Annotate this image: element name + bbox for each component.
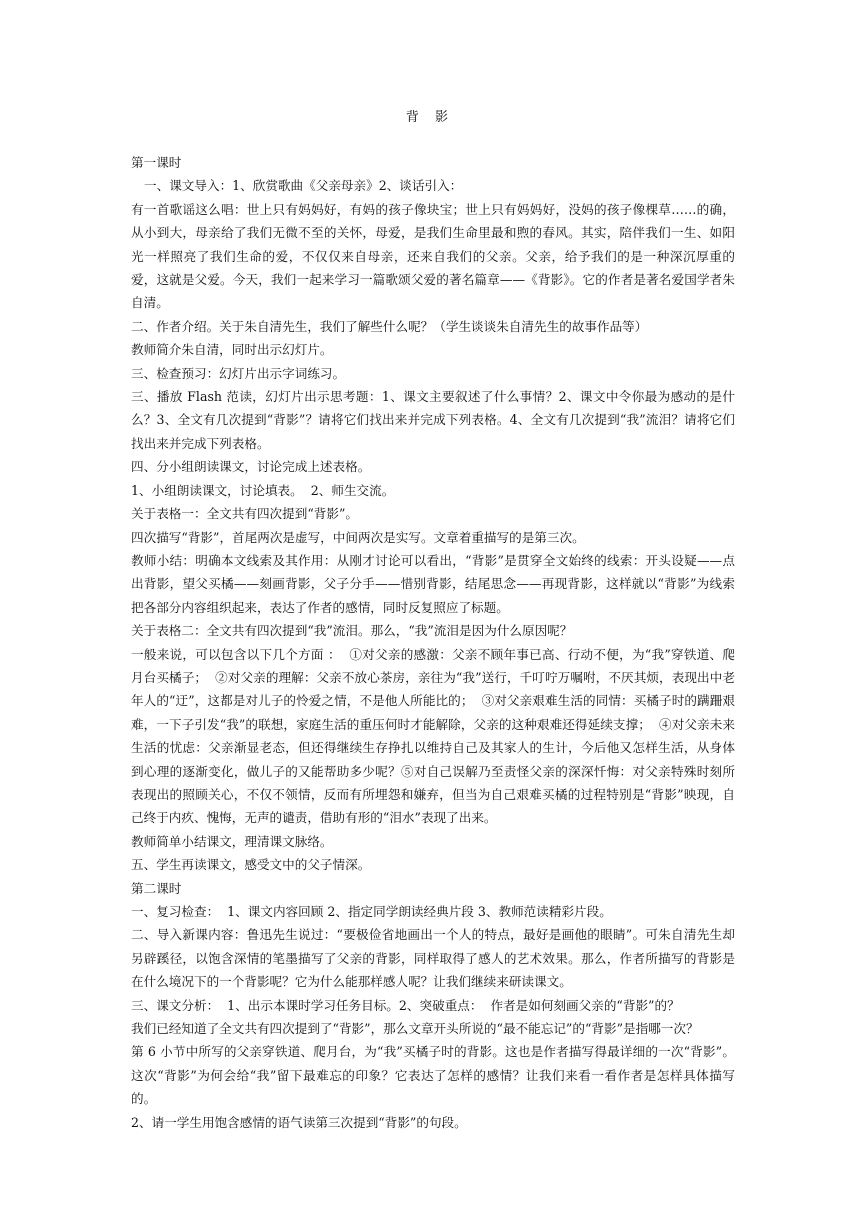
- section-heading-lesson-1: 第一课时: [131, 155, 182, 170]
- paragraph: 二、作者介绍。关于朱自清先生，我们了解些什么呢？（学生谈谈朱自清先生的故事作品等）: [131, 318, 648, 334]
- paragraph: 第 6 小节中所写的父亲穿铁道、爬月台，为“我”买橘子时的背影。这也是作者描写得最详细的一次“背影”。这次“背影”为何会给“我”留下最难忘的印象？它表达了怎样的感情？让我们来看一看作者是怎样具体描写的。: [131, 1044, 735, 1107]
- paragraph: 有一首歌谣这么唱：世上只有妈妈好，有妈的孩子像块宝；世上只有妈妈好，没妈的孩子像棵草……的确，从小到大，母亲给了我们无微不至的关怀，母爱，是我们生命里最和煦的春风。其实，陪伴我们一生、如阳光一样照亮了我们生命的爱，不仅仅来自母亲，还来自我们的父亲。父亲，给予我们的是一种深沉厚重的爱，这就是父爱。今天，我们一起来学习一篇歌颂父爱的著名篇章——《背影》。它的作者是著名爱国学者朱自清。: [131, 201, 735, 311]
- paragraph: 四次描写“背影”，首尾两次是虚写，中间两次是实写。文章着重描写的是第三次。: [131, 529, 585, 545]
- section-heading-lesson-2: 第二课时: [131, 880, 182, 896]
- paragraph: 1、小组朗读课文，讨论填表。 2、师生交流。: [131, 482, 395, 498]
- paragraph: 五、学生再读课文，感受文中的父子情深。: [131, 857, 371, 873]
- paragraph: 一、课文导入：1、欣赏歌曲《父亲母亲》2、谈话引入：: [144, 178, 463, 194]
- document-title: 背 影: [405, 110, 455, 125]
- paragraph: 教师简单小结课文，理清课文脉络。: [131, 833, 333, 849]
- paragraph: 三、播放 Flash 范读，幻灯片出示思考题：1、课文主要叙述了什么事情？2、课文中令你最为感动的是什么？3、全文有几次提到“背影”？请将它们找出来并完成下列表格。4、全文有几次提到“我”流泪？请将它们找出来并完成下列表格。: [131, 389, 735, 451]
- paragraph: 关于表格二：全文共有四次提到“我”流泪。那么，“我”流泪是因为什么原因呢？: [131, 623, 573, 639]
- paragraph: 我们已经知道了全文共有四次提到了“背影”，那么文章开头所说的“最不能忘记”的“背影”是指哪一次？: [131, 1021, 699, 1037]
- paragraph: 三、检查预习：幻灯片出示字词练习。: [131, 365, 346, 381]
- paragraph: 教师简介朱自清，同时出示幻灯片。: [131, 342, 333, 358]
- paragraph: 一般来说，可以包含以下几个方面 ： ①对父亲的感激：父亲不顾年事已高、行动不便，为“我”穿铁道、爬月台买橘子； ②对父亲的理解：父亲不放心茶房，亲往为“我”送行，千叮咛万嘱咐，不厌其烦，表现出中老年人的“迂”，这都是对儿子的怜爱之情，不是他人所能比的； ③对父亲艰难生活的同情：买橘子时的蹒跚艰难，一下子引发“我”的联想，家庭生活的重压何时才能解除，父亲的这种艰难还得延续支撑； ④对父亲未来生活的忧虑：父亲渐显老态，但还得继续生存挣扎以维持自己及其家人的生计，今后他又怎样生活，从身体到心理的逐渐变化，做儿子的又能帮助多少呢？⑤对自己误解乃至责怪父亲的深深忏悔：对父亲特殊时刻所表现出的照顾关心，不仅不领情，反而有所埋怨和嫌弃，但当为自己艰难买橘的过程特别是“背影”映现，自己终于内疚、愧悔，无声的谴责，借助有形的“泪水”表现了出来。: [131, 646, 735, 826]
- paragraph: 关于表格一：全文共有四次提到“背影”。: [131, 506, 358, 522]
- paragraph: 教师小结：明确本文线索及其作用：从刚才讨论可以看出，“背影”是贯穿全文始终的线索：开头设疑——点出背影，望父买橘——刻画背影，父子分手——惜别背影，结尾思念——再现背影，这样就以“背影”为线索把各部分内容组织起来，表达了作者的感情，同时反复照应了标题。: [131, 552, 735, 615]
- document-body: [131, 151, 735, 1134]
- paragraph: 四、分小组朗读课文，讨论完成上述表格。: [131, 459, 371, 475]
- paragraph: 2、请一学生用饱含感情的语气读第三次提到“背影”的句段。: [131, 1114, 467, 1130]
- paragraph: 二、导入新课内容：鲁迅先生说过：“要极俭省地画出一个人的特点，最好是画他的眼睛”。可朱自清先生却另辟蹊径，以饱含深情的笔墨描写了父亲的背影，同样取得了感人的艺术效果。那么，作者所描写的背影是在什么境况下的一个背影呢？它为什么能那样感人呢？让我们继续来研读课文。: [131, 927, 735, 990]
- paragraph: 三、课文分析： 1、出示本课时学习任务目标。2、突破重点： 作者是如何刻画父亲的“背影”的？: [131, 997, 680, 1013]
- paragraph: 一、复习检查： 1、课文内容回顾 2、指定同学朗读经典片段 3、教师范读精彩片段。: [131, 904, 612, 919]
